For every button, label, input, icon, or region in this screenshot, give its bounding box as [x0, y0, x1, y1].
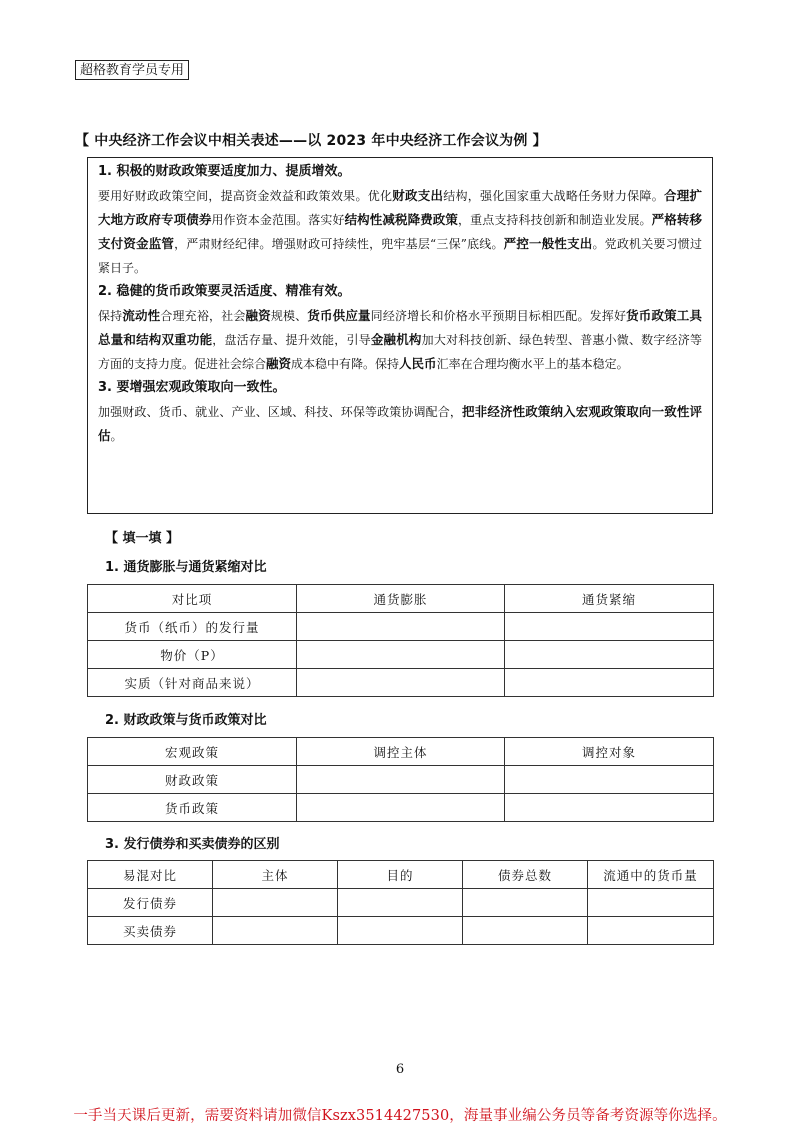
table-fiscal-monetary: [87, 737, 714, 822]
table-row: [88, 889, 714, 917]
policy-paragraph-2: [98, 304, 702, 376]
table1-title: 1. 通货膨胀与通货紧缩对比: [105, 560, 267, 575]
table-header-cell: 主体: [213, 861, 338, 889]
blank-fill-cell[interactable]: [505, 794, 714, 822]
table-header-cell: 通货紧缩: [505, 585, 714, 613]
table3-title: 3. 发行债券和买卖债券的区别: [105, 837, 280, 852]
table-header-cell: 调控主体: [297, 738, 505, 766]
table-header-cell: 宏观政策: [88, 738, 297, 766]
table-row: [88, 794, 714, 822]
table-row: [88, 917, 714, 945]
stamp-label: 超格教育学员专用: [75, 60, 189, 80]
table-header-cell: 调控对象: [505, 738, 714, 766]
blank-fill-cell[interactable]: [505, 766, 714, 794]
body-text: 保持: [98, 309, 123, 323]
body-text: 同经济增长和价格水平预期目标相匹配。发挥好: [370, 309, 627, 323]
emphasis-text: 严控一般性支出: [503, 236, 593, 251]
table2-title: 2. 财政政策与货币政策对比: [105, 713, 267, 728]
policy-heading-1: 1. 积极的财政政策要适度加力、提质增效。: [98, 164, 351, 179]
blank-fill-cell[interactable]: [505, 641, 714, 669]
quote-box: [87, 157, 713, 514]
emphasis-text: 金融机构: [370, 332, 422, 347]
policy-heading-2: 2. 稳健的货币政策要灵活适度、精准有效。: [98, 284, 351, 299]
row-label-cell: 货币政策: [88, 794, 297, 822]
blank-fill-cell[interactable]: [588, 917, 714, 945]
blank-fill-cell[interactable]: [505, 613, 714, 641]
blank-fill-cell[interactable]: [213, 889, 338, 917]
blank-fill-cell[interactable]: [297, 669, 505, 697]
page-number: 6: [395, 1062, 405, 1077]
emphasis-text: 合理扩大地方政府专项债券: [98, 188, 702, 227]
row-label-cell: 物价（P）: [88, 641, 297, 669]
policy-paragraph-1: [98, 184, 702, 280]
emphasis-text: 融资: [266, 356, 292, 371]
table-row: [88, 766, 714, 794]
table-row: [88, 641, 714, 669]
table-row: [88, 669, 714, 697]
table-header-cell: 通货膨胀: [297, 585, 505, 613]
blank-fill-cell[interactable]: [297, 794, 505, 822]
blank-fill-cell[interactable]: [297, 641, 505, 669]
body-text: 汇率在合理均衡水平上的基本稳定。: [436, 357, 629, 371]
table-header-cell: 债券总数: [463, 861, 588, 889]
section-title: 【 中央经济工作会议中相关表述——以 2023 年中央经济工作会议为例 】: [75, 133, 547, 149]
blank-fill-cell[interactable]: [463, 889, 588, 917]
table-header-row: [88, 738, 714, 766]
promo-footer: 一手当天课后更新，需要资料请加微信Kszx3514427530，海量事业编公务员等备考资源等你选择。: [73, 1108, 727, 1124]
body-text: 要用好财政政策空间，提高资金效益和政策效果。优化: [98, 189, 393, 203]
fill-in-title: 【 填一填 】: [105, 531, 180, 546]
row-label-cell: 发行债券: [88, 889, 213, 917]
row-label-cell: 买卖债券: [88, 917, 213, 945]
body-text: 合理充裕，社会: [160, 309, 246, 323]
body-text: 。: [110, 429, 123, 443]
policy-paragraph-3: [98, 400, 702, 448]
body-text: 加大对科技创新、绿色转型、普惠小微、数字经济等方面的支持力度。促进社会综合: [98, 333, 702, 371]
table-header-cell: 易混对比: [88, 861, 213, 889]
emphasis-text: 货币供应量: [307, 308, 371, 323]
table-header-row: [88, 861, 714, 889]
emphasis-text: 严格转移支付资金监管: [98, 212, 702, 251]
body-text: 加强财政、货币、就业、产业、区域、科技、环保等政策协调配合，: [98, 405, 463, 419]
emphasis-text: 流动性: [122, 308, 161, 323]
body-text: ，重点支持科技创新和制造业发展。: [458, 213, 652, 227]
blank-fill-cell[interactable]: [588, 889, 714, 917]
blank-fill-cell[interactable]: [297, 613, 505, 641]
policy-heading-3: 3. 要增强宏观政策取向一致性。: [98, 380, 286, 395]
body-text: 规模、: [270, 309, 308, 323]
blank-fill-cell[interactable]: [338, 917, 463, 945]
emphasis-text: 融资: [245, 308, 271, 323]
blank-fill-cell[interactable]: [213, 917, 338, 945]
body-text: 用作资本金范围。落实好: [211, 213, 345, 227]
emphasis-text: 财政支出: [392, 188, 444, 203]
blank-fill-cell[interactable]: [463, 917, 588, 945]
table-bond-issue-trade: [87, 860, 714, 945]
table-inflation-deflation: [87, 584, 714, 697]
table-row: [88, 613, 714, 641]
body-text: 结构，强化国家重大战略任务财力保障。: [443, 189, 664, 203]
blank-fill-cell[interactable]: [297, 766, 505, 794]
table-header-cell: 目的: [338, 861, 463, 889]
row-label-cell: 财政政策: [88, 766, 297, 794]
row-label-cell: 实质（针对商品来说）: [88, 669, 297, 697]
body-text: 。党政机关要习惯过紧日子。: [98, 237, 702, 275]
body-text: ，严肃财经纪律。增强财政可持续性，兜牢基层“三保”底线。: [174, 237, 504, 251]
body-text: 成本稳中有降。保持: [291, 357, 400, 371]
emphasis-text: 人民币: [399, 356, 437, 371]
emphasis-text: 货币政策工具总量和结构双重功能: [98, 308, 702, 347]
table-header-cell: 对比项: [88, 585, 297, 613]
table-header-row: [88, 585, 714, 613]
body-text: ，盘活存量、提升效能，引导: [212, 333, 371, 347]
blank-fill-cell[interactable]: [338, 889, 463, 917]
emphasis-text: 把非经济性政策纳入宏观政策取向一致性评估: [98, 404, 702, 443]
emphasis-text: 结构性减税降费政策: [344, 212, 459, 227]
table-header-cell: 流通中的货币量: [588, 861, 714, 889]
row-label-cell: 货币（纸币）的发行量: [88, 613, 297, 641]
blank-fill-cell[interactable]: [505, 669, 714, 697]
